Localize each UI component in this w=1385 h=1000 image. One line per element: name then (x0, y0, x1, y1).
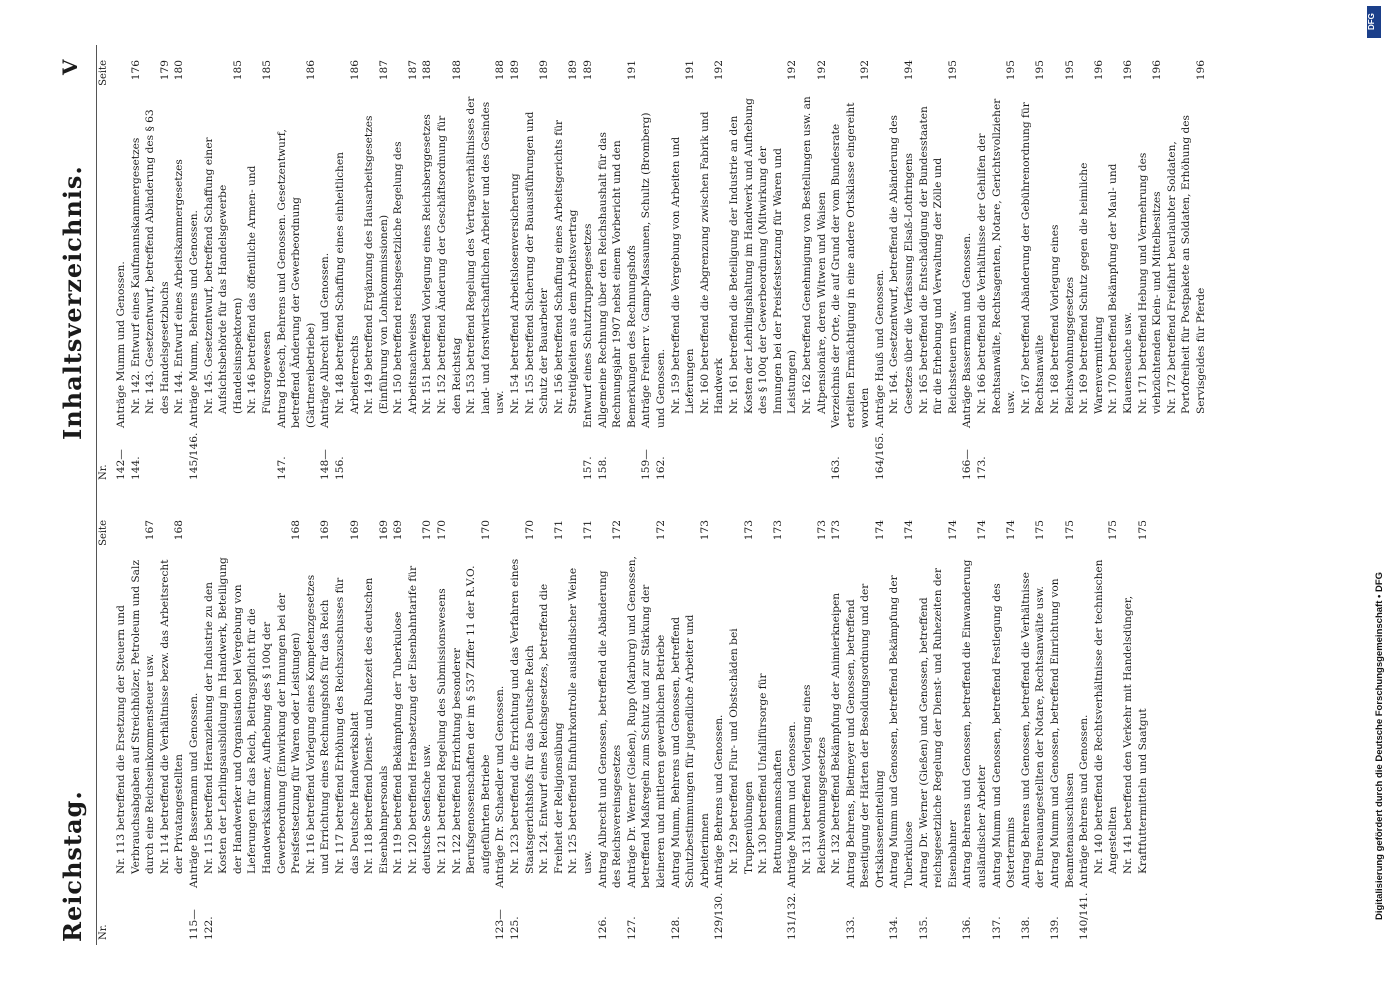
entry-number: 145/146. (187, 432, 200, 480)
toc-entry (1019, 520, 1048, 940)
entry-text: Anträge Freiherr v. Gamp-Massaunen, Schultz (Bromberg) und Genossen. (640, 112, 667, 428)
entry-number: 126. (596, 916, 609, 940)
entry-page: 187 (406, 60, 419, 81)
toc-entry (508, 60, 523, 480)
entry-text: Anträge Mumm, Behrens und Genossen. (187, 210, 200, 428)
toc-entry (552, 60, 581, 480)
toc-entry (829, 520, 844, 940)
toc-entry (391, 60, 420, 480)
entry-page: 174 (903, 520, 916, 541)
entry-page: 192 (859, 60, 872, 81)
entry-text: Anträge Bassermann und Genossen. (187, 692, 200, 888)
entry-text: Anträge Mumm und Genossen. (786, 721, 799, 888)
toc-entry (523, 60, 552, 480)
entry-number: 138. (1019, 916, 1032, 940)
header-rule (96, 45, 97, 945)
entry-page: 195 (946, 60, 959, 81)
toc-entry (245, 60, 274, 480)
entry-text: Nr. 161 betreffend die Beteiligung der Industrie an den Kosten der Lehrlingshaltung im Handwerk und Aufhebung des § 100q der Gewerbeordnung (Mitwirkung der Innungen bei der Preisfestsetzung für Waren und Leistungen) (727, 98, 799, 414)
entry-text: Nr. 156 betreffend Schaffung eines Arbeitsgerichts für Streitigkeiten aus dem Arbeitsvertrag (552, 119, 580, 414)
toc-entry (887, 520, 916, 940)
entry-text: Nr. 140 betreffend die Rechtsverhältnisse der technischen Angestellten (1092, 559, 1120, 874)
nr-label: Nr. (98, 464, 109, 480)
entry-text: Nr. 114 betreffend die Verhältnisse bezw. das Arbeitsrecht der Privatangestellten (158, 559, 186, 874)
entry-page: 168 (290, 520, 303, 541)
toc-entry (727, 60, 800, 480)
entry-text: Anträge Behrens und Genossen. (713, 714, 726, 888)
nr-label: Nr. (98, 924, 109, 940)
entry-page: 173 (771, 520, 784, 541)
entry-text: Nr. 123 betreffend die Errichtung und das Verfahren eines Staatsgerichtshofs für das Deutsche Reich (509, 558, 536, 874)
toc-entry (114, 520, 158, 940)
entry-text: Verzeichnis der Orte, die auf Grund der vom Bundesrate erteilten Ermächtigung in eine andere Ortsklasse eingereiht worden (830, 102, 872, 428)
seite-label: Seite (98, 60, 109, 86)
entry-text: Nr. 146 betreffend das öffentliche Armen- und Fürsorgewesen (246, 165, 273, 414)
toc-entry (304, 520, 333, 940)
entry-page: 192 (815, 60, 828, 81)
entry-number: 148—156. (319, 449, 346, 480)
entry-text: Nr. 168 betreffend Vorlegung eines Reichswohnungsgesetzes (1049, 224, 1076, 414)
entry-number: 134. (888, 916, 901, 940)
entry-text: Nr. 144. Entwurf eines Arbeitskammergesetzes (173, 159, 186, 414)
toc-entry (318, 60, 346, 480)
toc-entry (844, 520, 888, 940)
toc-entry (596, 60, 640, 480)
entry-page: 175 (1063, 520, 1076, 541)
entry-text: Nr. 124. Entwurf eines Reichsgesetzes, betreffend die Freiheit der Religionsübung (538, 583, 565, 874)
entry-number: 158. (596, 456, 609, 480)
toc-entry (420, 60, 435, 480)
toc-entry (990, 520, 1019, 940)
entry-number: 157. (582, 456, 594, 480)
toc-entry (566, 520, 595, 940)
entry-page: 188 (421, 60, 434, 81)
entry-text: Antrag Behrens und Genossen, betreffend die Verhältnisse der Bureauangestellten der Notare, Rechtsanwälte usw. (1019, 572, 1047, 888)
entry-text: Nr. 130 betreffend Unfallfürsorge für Rettungsmannschaften (757, 673, 784, 874)
toc-entry (873, 60, 888, 480)
entry-text: Nr. 142. Entwurf eines Kaufmannskammergesetzes (129, 137, 142, 414)
entry-text: Antrag Albrecht und Genossen, betreffend die Abänderung des Reichsvereinsgesetzes (596, 570, 624, 888)
entry-page: 170 (421, 520, 434, 541)
entry-page: 188 (494, 60, 507, 81)
page-title: Inhaltsverzeichnis. (58, 165, 87, 440)
entry-number: 139. (1049, 916, 1061, 940)
toc-entry (669, 520, 713, 940)
dfg-logo: DFG (1367, 6, 1381, 38)
entry-page: 187 (377, 60, 390, 81)
entry-page: 194 (903, 60, 916, 81)
toc-entry (275, 60, 319, 480)
toc-entry (1048, 60, 1077, 480)
entry-page: 185 (260, 60, 273, 81)
entry-page: 186 (348, 60, 361, 81)
entry-number: 163. (830, 456, 843, 480)
entry-page: 196 (1121, 60, 1134, 81)
entry-text: Nr. 171 betreffend Hebung und Vermehrung des viehzüchtenden Klein- und Mittelbesitzes (1136, 152, 1164, 414)
toc-entry (202, 60, 246, 480)
entry-page: 174 (1005, 520, 1018, 541)
entry-page: 173 (830, 520, 843, 541)
entry-page: 175 (1107, 520, 1120, 541)
entry-text: Nr. 154 betreffend Arbeitslosenversicherung (509, 173, 522, 414)
toc-entry (800, 520, 829, 940)
toc-entry (887, 60, 916, 480)
entry-page: 171 (582, 520, 594, 541)
entry-number: 142—144. (115, 449, 142, 480)
entry-number: 115—122. (187, 909, 215, 940)
toc-entry (1048, 520, 1077, 940)
entry-page: 189 (509, 60, 522, 81)
right-entry-list (114, 60, 1209, 480)
entry-number: 133. (844, 916, 857, 940)
entry-page: 174 (873, 520, 886, 541)
toc-entry (581, 60, 596, 480)
entry-text: Antrag Hoesch, Behrens und Genossen. Gesetzentwurf, betreffend Änderung der Gewerbeordnung (Gärtnereibetriebe) (275, 129, 317, 428)
toc-entry (829, 60, 873, 480)
entry-page: 191 (625, 60, 638, 81)
toc-entry (960, 520, 989, 940)
toc-entry (187, 520, 215, 940)
toc-entry (187, 60, 202, 480)
toc-entry (333, 520, 362, 940)
entry-text: Nr. 125 betreffend Einfuhrkontrolle ausländischer Weine usw. (567, 567, 594, 874)
toc-entry (464, 60, 508, 480)
header-left: Reichstag. (58, 790, 87, 942)
toc-entry (508, 520, 537, 940)
toc-entry (406, 520, 435, 940)
entry-page: 169 (392, 520, 405, 541)
entry-text: Nr. 164. Gesetzentwurf, betreffend die Abänderung des Gesetzes über die Verfassung Elsaß-Lothringens (888, 115, 916, 414)
entry-page: 175 (1136, 520, 1149, 541)
entry-text: Anträge Dr. Schaedler und Genossen. (494, 685, 507, 888)
entry-page: 196 (1092, 60, 1105, 81)
entry-number: 127. (625, 916, 638, 940)
entry-text: Nr. 118 betreffend Dienst- und Ruhezeit des deutschen Eisenbahnpersonals (363, 577, 390, 874)
entry-page: 168 (173, 520, 186, 541)
entry-number: 128. (669, 916, 682, 940)
entry-text: Nr. 121 betreffend Regelung des Submissionswesens (436, 588, 449, 874)
entry-text: Antrag Mumm und Genossen, betreffend Einrichtung von Beamtenausschüssen (1049, 578, 1076, 888)
page-number: V (58, 59, 82, 75)
entry-text: Anträge Behrens und Genossen. (1078, 714, 1091, 888)
entry-text: Nr. 129 betreffend Flur- und Obstschäden bei Truppenübungen (727, 628, 755, 874)
entry-number: 123—125. (494, 909, 522, 940)
entry-text: Antrag Mumm und Genossen, betreffend Bekämpfung der Tuberkulose (888, 575, 916, 888)
entry-text: Anträge Mumm und Genossen. (115, 261, 127, 428)
entry-page: 170 (523, 520, 536, 541)
entry-text: Nr. 166 betreffend die Verhältnisse der Gehilfen der Rechtsanwälte, Rechtsagenten, Notare, Gerichtsvollzieher usw. (976, 98, 1018, 414)
entry-page: 172 (654, 520, 667, 541)
entry-page: 173 (815, 520, 828, 541)
toc-entry (917, 520, 961, 940)
entry-number: 131/132. (786, 892, 799, 940)
toc-entry (625, 520, 669, 940)
entry-text: Nr. 141 betreffend den Verkehr mit Handelsdünger, Kraftfuttermitteln und Saatgut (1121, 595, 1149, 874)
entry-page: 189 (567, 60, 580, 81)
entry-text: Nr. 149 betreffend Ergänzung des Hausarbeitsgesetzes (Einführung von Lohnkommissionen) (363, 115, 390, 414)
toc-entry (669, 60, 698, 480)
entry-text: Anträge Bassermann und Genossen. (961, 232, 974, 428)
toc-entry (450, 520, 494, 940)
toc-entry (975, 60, 1019, 480)
toc-entry (333, 60, 362, 480)
entry-text: Anträge Dr. Werner (Gießen), Rupp (Marburg) und Genossen, betreffend Maßregeln zum Schutz und zur Stärkung der kleineren und mittleren gewerblichen Betriebe (625, 556, 667, 888)
entry-page: 172 (611, 520, 624, 541)
entry-text: Nr. 115 betreffend Heranziehung der Industrie zu den Kosten der Lehrlingsausbildung im Handwerk, Beteiligung der Handwerker und Organisation bei Vergebung von Lieferungen für das Reich, Beitragspflicht für die Handwerkskammer, Aufhebung des § 100q der Gewerbeordnung (Einwirkung der Innungen bei der Preisfestsetzung für Waren oder Leistungen) (202, 557, 303, 874)
entry-page: 192 (786, 60, 799, 81)
entry-page: 185 (231, 60, 244, 81)
toc-entry (917, 60, 961, 480)
entry-text: Anträge Hauß und Genossen. (873, 269, 886, 428)
toc-entry (537, 520, 566, 940)
entry-page: 175 (1034, 520, 1047, 541)
entry-page: 188 (450, 60, 463, 81)
entry-page: 174 (946, 520, 959, 541)
entry-text: Nr. 153 betreffend Regelung des Vertragsverhältnisses der land- und forstwirtschaftlichen Arbeiter und des Gesindes usw. (465, 96, 507, 414)
entry-page: 169 (377, 520, 390, 541)
entry-number: 135. (917, 916, 930, 940)
entry-page: 189 (538, 60, 551, 81)
entry-text: Nr. 165 betreffend die Entschädigung der Bundesstaaten für die Erhebung und Verwaltung der Zölle und Reichssteuern usw. (917, 106, 959, 414)
entry-page: 186 (304, 60, 317, 81)
left-column-header (98, 520, 114, 940)
toc-entry (800, 60, 829, 480)
entry-text: Nr. 162 betreffend Genehmigung von Bestellungen usw. an Altpensionäre, deren Witwen und Waisen (800, 96, 828, 414)
entry-text: Nr. 116 betreffend Vorlegung eines Kompetenzgesetzes und Errichtung eines Rechnungshofs für das Reich (304, 574, 332, 874)
toc-entry (1106, 60, 1135, 480)
entry-page: 176 (129, 60, 142, 81)
entry-text: Nr. 170 betreffend Bekämpfung der Maul- und Klauenseuche usw. (1107, 163, 1134, 414)
toc-entry (493, 520, 522, 940)
entry-text: Nr. 122 betreffend Errichtung besonderer Berufsgenossenschaften der im § 537 Ziffer 11 der R.V.O. aufgeführten Betriebe (450, 565, 492, 874)
left-entry-list (114, 520, 1150, 940)
entry-page: 169 (348, 520, 361, 541)
entry-text: Nr. 117 betreffend Erhöhung des Reichszuschusses für das Deutsche Handwerksblatt (333, 577, 361, 874)
toc-entry (785, 520, 800, 940)
entry-text: Nr. 155 betreffend Sicherung der Bauausführungen und Schutz der Bauarbeiter (523, 111, 551, 414)
toc-entry (435, 520, 450, 940)
entry-page: 192 (713, 60, 726, 81)
toc-entry (202, 520, 304, 940)
entry-text: Entwurf eines Schutztruppengesetzes (582, 223, 594, 428)
entry-text: Nr. 160 betreffend die Abgrenzung zwischen Fabrik und Handwerk (698, 111, 726, 414)
entry-text: Antrag Behrens, Bietmeyer und Genossen, betreffend Beseitigung der Härten der Besoldungsordnung und der Ortsklasseneinteilung (844, 583, 886, 888)
entry-text: Antrag Mumm, Behrens und Genossen, betreffend Schutzbestimmungen für jugendliche Arbeiter und Arbeiterinnen (669, 614, 711, 888)
toc-entry (712, 520, 727, 940)
toc-entry (960, 60, 989, 480)
entry-number: 137. (990, 916, 1003, 940)
entry-page: 173 (698, 520, 711, 541)
toc-entry (1019, 60, 1048, 480)
entry-text: Anträge Albrecht und Genossen. (319, 252, 332, 428)
right-column-header (98, 60, 114, 480)
toc-entry (1077, 520, 1092, 940)
entry-text: Nr. 151 betreffend Vorlegung eines Reichsberggesetzes (421, 114, 434, 414)
entry-page: 170 (479, 520, 492, 541)
digitization-note: Digitalisierung gefördert durch die Deutsche Forschungsgemeinschaft • DFG (1374, 571, 1385, 920)
entry-page: 189 (582, 60, 594, 81)
toc-entry (1165, 60, 1209, 480)
entry-number: 140/141. (1078, 892, 1091, 940)
toc-entry (756, 520, 785, 940)
entry-page: 170 (436, 520, 449, 541)
left-column (98, 520, 1150, 940)
entry-number: 166—173. (961, 449, 989, 480)
toc-entry (698, 60, 727, 480)
entry-text: Nr. 120 betreffend Herabsetzung der Eisenbahntarife für deutsche Seefische usw. (406, 565, 434, 874)
toc-entry (1092, 520, 1121, 940)
entry-text: Nr. 131 betreffend Vorlegung eines Reichswohnungsgesetzes (800, 684, 828, 874)
entry-text: Antrag Dr. Werner (Gießen) und Genossen, betreffend reichsgesetzliche Regelung der Dienst- und Ruhezeiten der Eisenbahner (917, 567, 959, 888)
entry-page: 196 (1194, 60, 1207, 81)
entry-text: Nr. 113 betreffend die Ersetzung der Steuern und Verbrauchsabgaben auf Streichhölzer, Petroleum und Salz durch eine Reichseinkommensteuer usw. (115, 560, 157, 874)
entry-text: Nr. 150 betreffend reichsgesetzliche Regelung des Arbeitsnachweises (392, 141, 419, 414)
toc-entry (1136, 60, 1165, 480)
entry-number: 136. (961, 916, 974, 940)
toc-entry (158, 520, 187, 940)
entry-number: 129/130. (713, 892, 726, 940)
entry-number: 164/165. (873, 432, 886, 480)
entry-text: Antrag Mumm und Genossen, betreffend Festlegung des Ostertermins (990, 583, 1018, 888)
entry-text: Nr. 148 betreffend Schaffung eines einheitlichen Arbeiterrechts (333, 152, 361, 414)
entry-page: 169 (319, 520, 332, 541)
entry-text: Nr. 132 betreffend Bekämpfung der Animierkneipen (830, 592, 843, 874)
entry-page: 174 (976, 520, 989, 541)
entry-text: Nr. 172 betreffend Freifahrt beurlaubter Soldaten, Portofreiheit für Postpakete an Soldaten, Erhöhung des Servisgeldes für Pferde (1165, 115, 1207, 414)
toc-entry (1077, 60, 1106, 480)
toc-entry (362, 60, 391, 480)
entry-text: Allgemeine Rechnung über den Reichshaushalt für das Rechnungsjahr 1907 nebst einem Vorbericht und den Bemerkungen des Rechnungshofs (596, 132, 638, 428)
entry-text: Nr. 169 betreffend Schutz gegen die heimliche Warenvermittlung (1078, 162, 1105, 414)
toc-entry (129, 60, 144, 480)
entry-page: 196 (1151, 60, 1164, 81)
entry-page: 195 (1005, 60, 1018, 81)
toc-entry (639, 60, 668, 480)
right-column (98, 60, 1209, 480)
entry-page: 191 (684, 60, 697, 81)
entry-text: Nr. 143. Gesetzentwurf, betreffend Abänderung des § 63 des Handelsgesetzbuchs (144, 109, 171, 414)
entry-text: Nr. 152 betreffend Änderung der Geschäftsordnung für den Reichstag (436, 115, 463, 414)
toc-entry (727, 520, 756, 940)
entry-number: 147. (275, 456, 288, 480)
toc-entry (391, 520, 406, 940)
entry-page: 179 (158, 60, 171, 81)
entry-page: 180 (173, 60, 186, 81)
entry-text: Nr. 167 betreffend Abänderung der Gebührenordnung für Rechtsanwälte (1019, 102, 1047, 414)
entry-number: 159—162. (640, 449, 667, 480)
entry-page: 171 (552, 520, 565, 541)
entry-text: Nr. 119 betreffend Bekämpfung der Tuberkulose (392, 611, 405, 874)
entry-text: Nr. 145. Gesetzentwurf, betreffend Schaffung einer Aufsichtsbehörde für das Handelsgewerbe (Handelsinspektoren) (202, 137, 244, 414)
entry-page: 167 (144, 520, 157, 541)
entry-text: Nr. 159 betreffend die Vergebung von Arbeiten und Lieferungen (669, 136, 697, 414)
toc-entry (435, 60, 464, 480)
entry-page: 195 (1063, 60, 1076, 81)
toc-entry (172, 60, 187, 480)
toc-entry (143, 60, 172, 480)
entry-page: 173 (742, 520, 755, 541)
seite-label: Seite (98, 520, 109, 546)
toc-entry (362, 520, 391, 940)
entry-page: 195 (1034, 60, 1047, 81)
entry-text: Antrag Behrens und Genossen, betreffend die Einwanderung ausländischer Arbeiter (961, 559, 989, 888)
toc-entry (1121, 520, 1150, 940)
toc-entry (596, 520, 625, 940)
